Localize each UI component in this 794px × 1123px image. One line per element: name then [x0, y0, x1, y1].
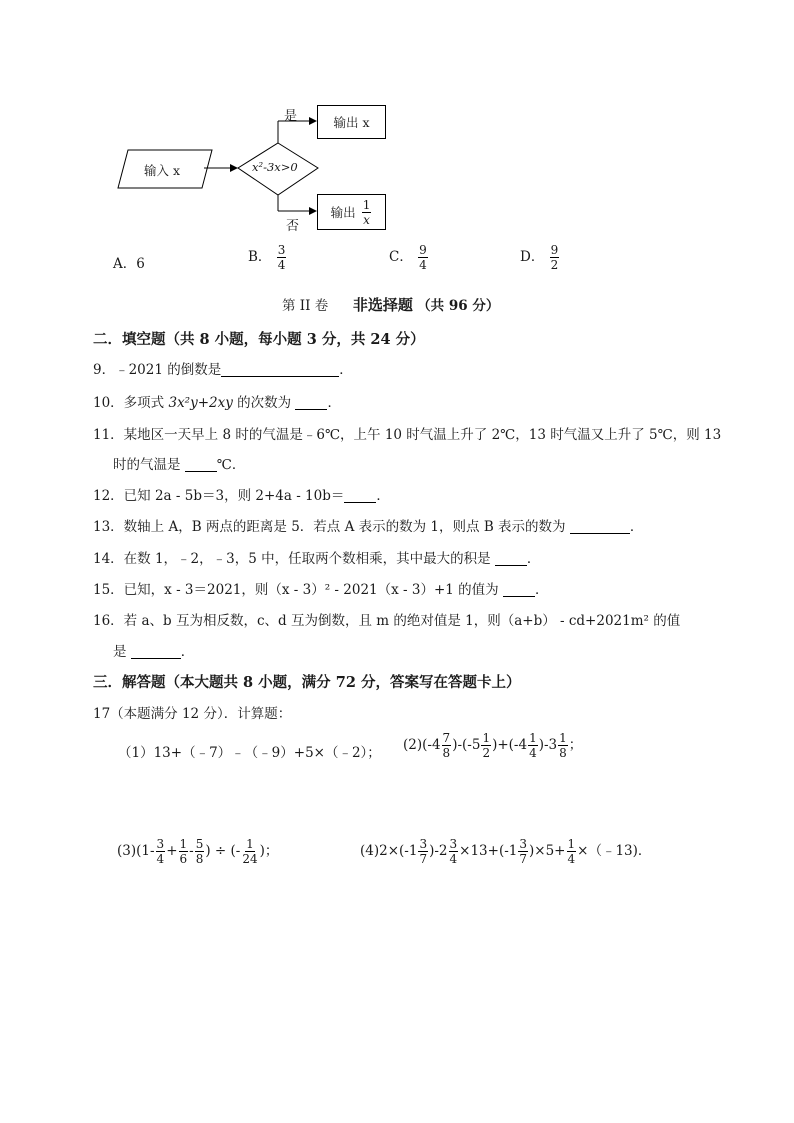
answer-blank[interactable]	[495, 551, 527, 566]
question-9: 9．﹣2021 的倒数是 ．	[93, 362, 353, 378]
choice-c: C． $\frac{9}{4}$	[389, 243, 427, 272]
question-16-line2: 是 ．	[113, 644, 195, 660]
flowchart-output-yes-label: 输出 x	[333, 115, 370, 130]
section2-heading: 二．填空题（共 8 小题，每小题 3 分，共 24 分）	[93, 331, 425, 348]
question-11-line2: 时的气温是 ℃．	[113, 457, 246, 473]
answer-blank[interactable]	[570, 519, 630, 534]
flowchart-no-label: 否	[286, 219, 300, 234]
answer-blank[interactable]	[344, 488, 376, 503]
question-17-part2: (2)(-4 $\frac{7}{8}$ )-(-5 $\frac{1}{2}$ )+(-4 $\frac{1}{4}$ )-3 $\frac{1}{8}$ ；	[403, 731, 583, 760]
choice-a: A．6	[113, 256, 145, 272]
choice-b: B． $\frac{3}{4}$	[248, 243, 286, 272]
question-17-intro: 17（本题满分 12 分）．计算题：	[93, 706, 292, 722]
question-17-part1: （1）13+（﹣7）﹣（﹣9）+5×（﹣2）；	[118, 745, 381, 761]
question-11-line1: 11．某地区一天早上 8 时的气温是﹣6℃，上午 10 时气温上升了 2℃，13 时气温又上升了 5℃，则 13	[93, 427, 722, 443]
flowchart-output-no-box	[317, 194, 386, 230]
part2-title: 第 II 卷 非选择题 （共 96 分）	[282, 296, 500, 314]
answer-blank[interactable]	[131, 644, 181, 659]
question-12: 12．已知 2a - 5b＝3，则 2+4a - 10b＝ ．	[93, 488, 390, 504]
flowchart-yes-label: 是	[284, 109, 298, 124]
section3-heading: 三．解答题（本大题共 8 小题，满分 72 分，答案写在答题卡上）	[93, 674, 521, 691]
answer-blank[interactable]	[295, 395, 327, 410]
question-15: 15．已知，x - 3＝2021，则（x - 3）² - 2021（x - 3）+1 的值为 ．	[93, 582, 549, 598]
flowchart-output-no-label: 输出	[330, 205, 356, 220]
question-13: 13．数轴上 A，B 两点的距离是 5．若点 A 表示的数为 1，则点 B 表示的数为 ．	[93, 519, 644, 535]
question-17-part3: (3)(1- $\frac{3}{4}$ + $\frac{1}{6}$ - $\frac{5}{8}$ ) ÷ (- $\frac{1}{24}$ )；	[117, 837, 279, 866]
flowchart-output-no-fraction: $\frac{1}{x}$	[362, 197, 371, 227]
question-16-line1: 16．若 a、b 互为相反数，c、d 互为倒数，且 m 的绝对值是 1，则（a+b） - cd+2021m² 的值	[93, 613, 681, 629]
question-10: 10．多项式 3x²y+2xy 的次数为 ．	[93, 395, 341, 411]
flowchart-input-label: 输入 x	[144, 163, 181, 178]
question-17-part4: (4)2×(-1 $\frac{3}{7}$ )-2 $\frac{3}{4}$ ×13+(-1 $\frac{3}{7}$ )×5+ $\frac{1}{4}$ ×（﹣13)．	[360, 837, 652, 866]
choice-d: D． $\frac{9}{2}$	[520, 243, 559, 272]
flowchart-output-yes-box	[317, 105, 386, 139]
question-14: 14．在数 1，﹣2，﹣3，5 中，任取两个数相乘，其中最大的积是 ．	[93, 551, 541, 567]
answer-blank[interactable]	[221, 362, 339, 377]
answer-blank[interactable]	[503, 582, 535, 597]
flowchart-condition: x²-3x>0	[252, 160, 298, 174]
answer-blank[interactable]	[185, 457, 217, 472]
